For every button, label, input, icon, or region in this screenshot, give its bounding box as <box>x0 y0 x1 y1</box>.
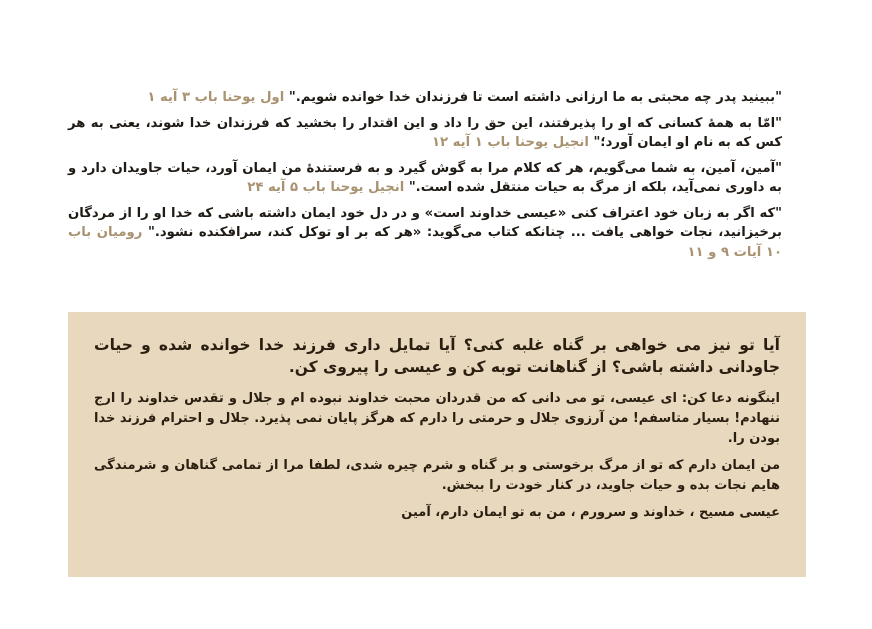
prayer-paragraph-3: عیسی مسیح ، خداوند و سرورم ، من به تو ایمان دارم، آمین <box>401 505 780 520</box>
prayer-box <box>68 312 806 577</box>
verse-text: "که اگر به زبان خود اعتراف کنی «عیسی خداوند است» و در دل خود ایمان داشته باشی که خدا او را از مردگان برخیزانید، نجات خواهی یافت ... چنانکه کتاب می‌گوید: «هر که بر او توکل کند، سرافکنده نشود." <box>68 205 782 240</box>
verse-text: "ببینید پدر چه محبتی به ما ارزانی داشته است تا فرزندان خدا خوانده شویم." <box>288 90 782 105</box>
verse-text: "آمین، آمین، به شما می‌گویم، هر که کلام مرا به گوش گیرد و به فرستندهٔ من ایمان آورد، حیات جاویدان دارد و به داوری نمی‌آید، بلکه از مرگ به حیات منتقل شده است." <box>68 160 782 195</box>
prayer-paragraph-2: من ایمان دارم که تو از مرگ برخوستی و بر گناه و شرم چیره شدی، لطفا مرا از تمامی گناهان و شرمندگی هایم نجات بده و حیات جاوید، در کنار خودت را ببخش. <box>94 458 780 493</box>
verse-1 <box>68 88 782 108</box>
prayer-paragraph-1: اینگونه دعا کن: ای عیسی، تو می دانی که من قدردان محبت خداوند نبوده ام و جلال و تقدس خداوند را ارج ننهادم! بسیار متاسفم! من آرزوی جلال و حرمتی را دارم که هرگز پایان نمی پذیرد. جلال و احترام فرزند خدا بودن را. <box>93 391 780 446</box>
verse-text: "امّا به همهٔ کسانی که او را پذیرفتند، این حق را داد و این اقتدار را بخشید که فرزندان خدا شوند، یعنی به هر کس که به نام او ایمان آورد؛" <box>68 115 782 150</box>
verse-3 <box>68 159 782 198</box>
verse-reference: انجیل یوحنا باب ۵ آیه ۲۴ <box>247 180 405 195</box>
verse-reference: رومیان باب ۱۰ آیات ۹ و ۱۱ <box>68 225 782 260</box>
verse-reference: انجیل یوحنا باب ۱ آیه ۱۲ <box>431 135 589 150</box>
verse-2 <box>68 114 782 153</box>
prayer-heading: آیا تو نیز می خواهی بر گناه غلبه کنی؟ آیا تمایل داری فرزند خدا خوانده شده و حیات جاودانی داشته باشی؟ از گناهانت توبه کن و عیسی را پیروی کن. <box>94 336 780 376</box>
verse-reference: اول یوحنا باب ۳ آیه ۱ <box>147 90 285 105</box>
verse-4 <box>68 204 782 263</box>
verses-section <box>68 88 782 268</box>
